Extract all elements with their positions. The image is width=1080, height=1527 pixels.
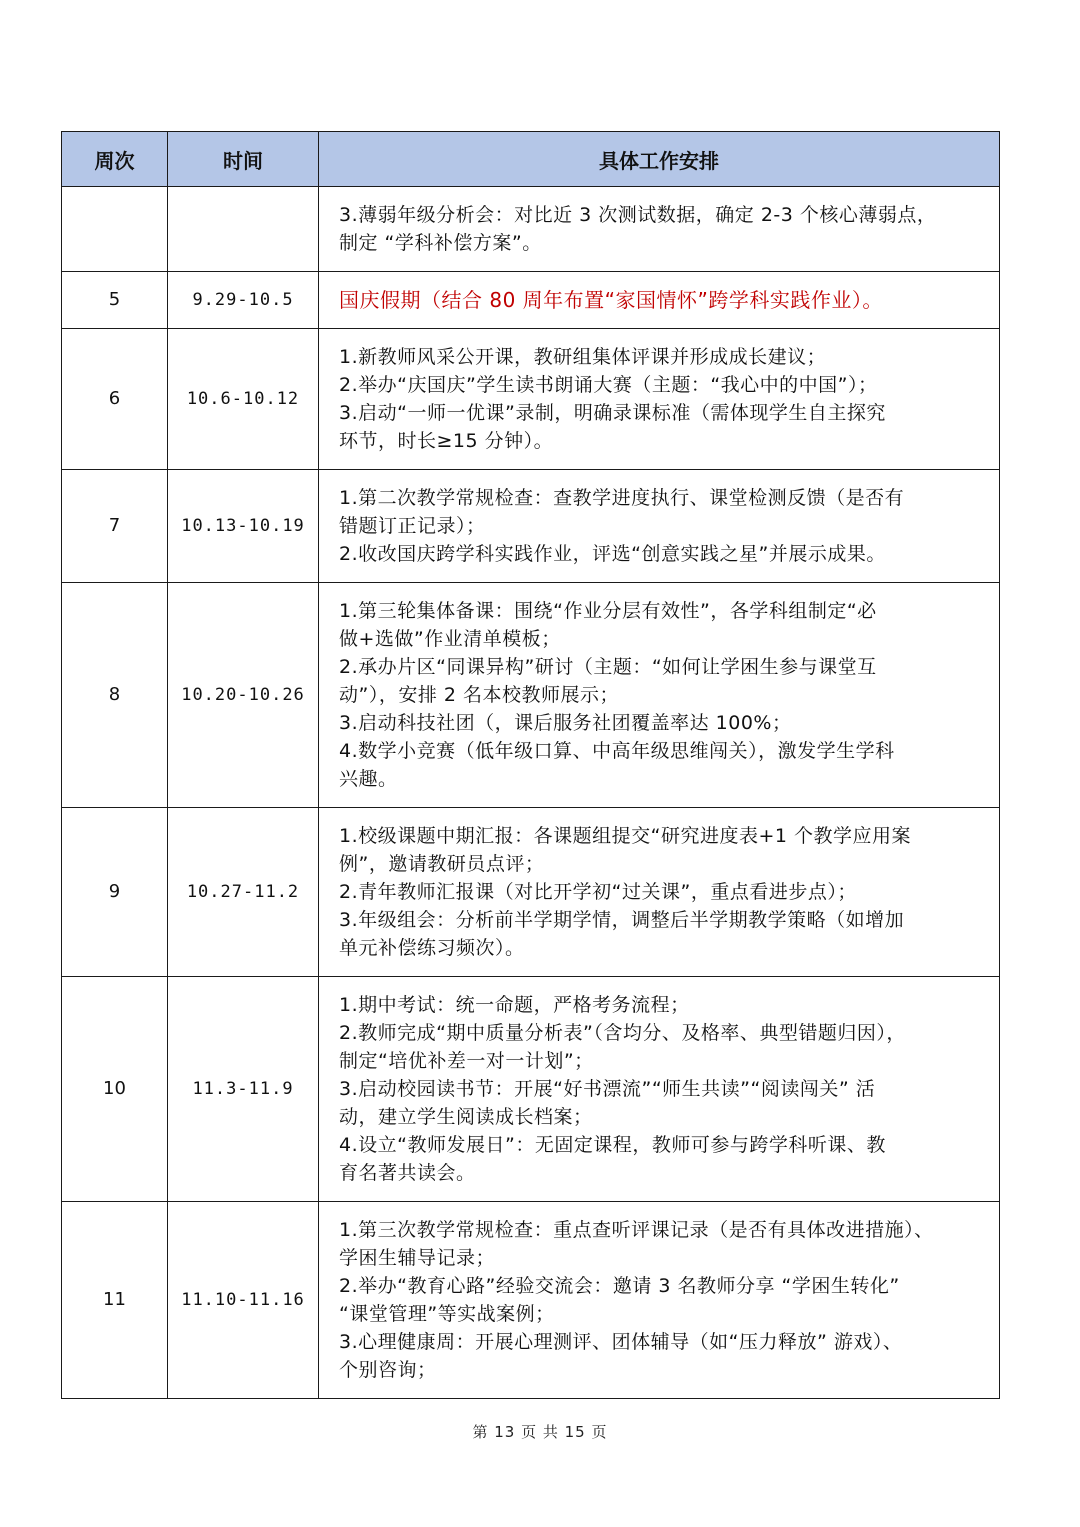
plan-line: “课堂管理”等实战案例；: [339, 1303, 555, 1325]
plan-cell: [319, 583, 1000, 808]
plan-line: 1.新教师风采公开课，教研组集体评课并形成成长建议；: [339, 346, 827, 368]
plan-line: 2.举办“教育心路”经验交流会：邀请 3 名教师分享 “学困生转化”: [339, 1275, 900, 1297]
week-cell: 9: [62, 808, 168, 977]
plan-cell: [319, 187, 1000, 272]
plan-line: 例”，邀请教研员点评；: [339, 853, 545, 875]
plan-line: 4.设立“教师发展日”：无固定课程，教师可参与跨学科听课、教: [339, 1134, 886, 1156]
plan-line: 兴趣。: [339, 768, 398, 790]
table-row: [62, 187, 1000, 272]
plan-line: 单元补偿练习频次）。: [339, 937, 525, 959]
plan-line: 3.薄弱年级分析会：对比近 3 次测试数据，确定 2-3 个核心薄弱点，: [339, 204, 937, 226]
plan-cell: [319, 977, 1000, 1202]
plan-line: 2.举办“庆国庆”学生读书朗诵大赛（主题：“我心中的中国”）；: [339, 374, 878, 396]
plan-line: 3.启动科技社团（，课后服务社团覆盖率达 100%；: [339, 712, 792, 734]
header-plan: 具体工作安排: [319, 132, 1000, 187]
time-cell: 11.10-11.16: [168, 1202, 319, 1399]
plan-cell: [319, 808, 1000, 977]
week-cell: 8: [62, 583, 168, 808]
plan-line: 环节，时长≥15 分钟）。: [339, 430, 554, 452]
plan-cell: [319, 1202, 1000, 1399]
plan-line: 1.校级课题中期汇报：各课题组提交“研究进度表+1 个教学应用案: [339, 825, 912, 847]
table-row: [62, 329, 1000, 470]
plan-line: 1.第二次教学常规检查：查教学进度执行、课堂检测反馈（是否有: [339, 487, 905, 509]
table-row: [62, 272, 1000, 329]
table-row: [62, 808, 1000, 977]
week-cell: 6: [62, 329, 168, 470]
plan-line: 3.启动校园读书节：开展“好书漂流”“师生共读”“阅读闯关” 活: [339, 1078, 876, 1100]
plan-line: 2.收改国庆跨学科实践作业，评选“创意实践之星”并展示成果。: [339, 543, 886, 565]
header-row: [62, 132, 1000, 187]
week-cell: 11: [62, 1202, 168, 1399]
plan-line: 做+选做”作业清单模板；: [339, 628, 561, 650]
plan-line: 错题订正记录）；: [339, 515, 486, 537]
plan-line: 3.启动“一师一优课”录制，明确录课标准（需体现学生自主探究: [339, 402, 886, 424]
plan-line: 2.承办片区“同课异构”研讨（主题：“如何让学困生参与课堂互: [339, 656, 877, 678]
week-cell: 5: [62, 272, 168, 329]
plan-line: 2.教师完成“期中质量分析表”（含均分、及格率、典型错题归因），: [339, 1022, 906, 1044]
plan-line: 1.第三次教学常规检查：重点查听评课记录（是否有具体改进措施）、: [339, 1219, 934, 1241]
week-cell: [62, 187, 168, 272]
table-row: [62, 977, 1000, 1202]
plan-line: 育名著共读会。: [339, 1162, 476, 1184]
time-cell: 10.6-10.12: [168, 329, 319, 470]
time-cell: [168, 187, 319, 272]
plan-line: 国庆假期（结合 80 周年布置“家国情怀”跨学科实践作业）。: [339, 288, 883, 312]
page-footer: 第 13 页 共 15 页: [472, 1423, 608, 1441]
plan-cell-holiday: [319, 272, 1000, 329]
week-cell: 10: [62, 977, 168, 1202]
time-cell: 10.20-10.26: [168, 583, 319, 808]
plan-line: 制定“培优补差一对一计划”；: [339, 1050, 594, 1072]
plan-line: 动，建立学生阅读成长档案；: [339, 1106, 593, 1128]
plan-line: 4.数学小竞赛（低年级口算、中高年级思维闯关），激发学生学科: [339, 740, 895, 762]
schedule-table: [61, 131, 1000, 1399]
plan-line: 3.心理健康周：开展心理测评、团体辅导（如“压力释放” 游戏）、: [339, 1331, 903, 1353]
time-cell: 10.13-10.19: [168, 470, 319, 583]
table-row: [62, 1202, 1000, 1399]
plan-line: 动”），安排 2 名本校教师展示；: [339, 684, 620, 706]
table-row: [62, 583, 1000, 808]
time-cell: 11.3-11.9: [168, 977, 319, 1202]
plan-line: 1.期中考试：统一命题，严格考务流程；: [339, 994, 690, 1016]
plan-line: 2.青年教师汇报课（对比开学初“过关课”，重点看进步点）；: [339, 881, 857, 903]
plan-line: 1.第三轮集体备课：围绕“作业分层有效性”，各学科组制定“必: [339, 600, 877, 622]
plan-line: 学困生辅导记录；: [339, 1247, 496, 1269]
plan-line: 制定 “学科补偿方案”。: [339, 232, 542, 254]
week-cell: 7: [62, 470, 168, 583]
table-row: [62, 470, 1000, 583]
time-cell: 10.27-11.2: [168, 808, 319, 977]
plan-line: 个别咨询；: [339, 1359, 437, 1381]
header-time: 时间: [168, 132, 319, 187]
time-cell: 9.29-10.5: [168, 272, 319, 329]
plan-cell: [319, 329, 1000, 470]
header-week: 周次: [62, 132, 168, 187]
plan-cell: [319, 470, 1000, 583]
plan-line: 3.年级组会：分析前半学期学情，调整后半学期教学策略（如增加: [339, 909, 905, 931]
